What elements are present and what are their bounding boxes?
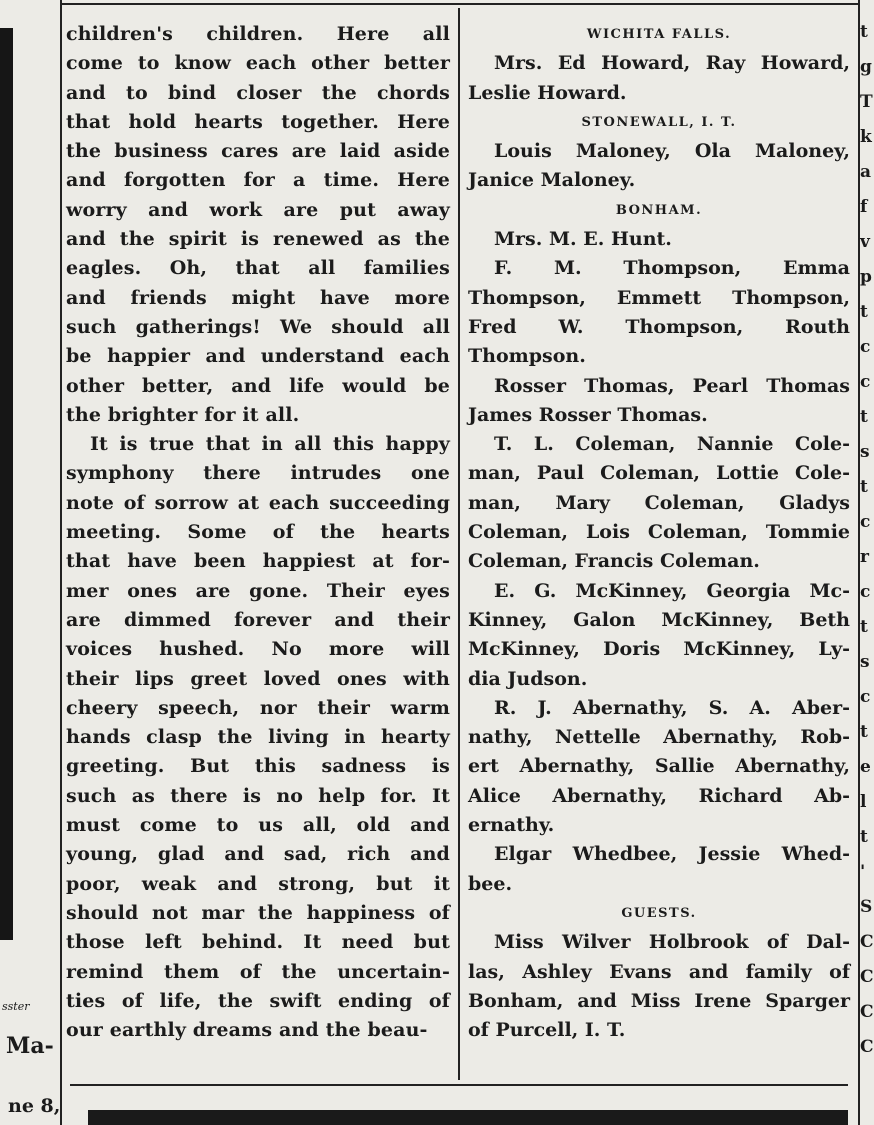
photo-caption-fragment: sster xyxy=(2,1000,30,1013)
text-line: nathy, Nettelle Abernathy, Rob- xyxy=(468,726,850,749)
right-edge-letter: C xyxy=(860,967,874,987)
left-date-fragment: ne 8, xyxy=(8,1095,61,1117)
article-column-1 xyxy=(66,20,450,1045)
right-edge-letter: c xyxy=(860,512,871,532)
text-line: Leslie Howard. xyxy=(468,81,627,104)
whedbee-family xyxy=(468,840,850,899)
right-edge-letter: C xyxy=(860,932,874,952)
text-line: Coleman, Francis Coleman. xyxy=(468,550,760,573)
text-line: and friends might have more xyxy=(66,286,450,309)
right-edge-letter: k xyxy=(860,127,872,147)
thomas-family xyxy=(468,372,850,431)
heading-stonewall: STONEWALL, I. T. xyxy=(581,114,737,130)
text-line: Alice Abernathy, Richard Ab- xyxy=(468,784,850,807)
heading-bonham: BONHAM. xyxy=(615,202,703,218)
right-edge-letter: C xyxy=(860,1037,874,1057)
text-line: ties of life, the swift ending of xyxy=(66,989,450,1012)
right-edge-letter: c xyxy=(860,372,871,392)
right-edge-letter: e xyxy=(860,757,871,777)
text-line: Bonham, and Miss Irene Sparger xyxy=(468,989,850,1012)
text-line: ernathy. xyxy=(468,814,555,837)
text-line: and the spirit is renewed as the xyxy=(66,228,450,251)
text-line: children's children. Here all xyxy=(66,23,450,45)
left-text-fragment: Ma- xyxy=(6,1033,54,1059)
text-line: must come to us all, old and xyxy=(66,814,450,837)
text-line: such gatherings! We should all xyxy=(66,315,450,338)
right-edge-letter: ' xyxy=(860,862,866,882)
right-column-edge xyxy=(860,0,872,1125)
text-line: Rosser Thomas, Pearl Thomas xyxy=(494,374,850,397)
right-edge-letter: p xyxy=(860,267,872,287)
text-line: hands clasp the living in hearty xyxy=(66,726,450,749)
stonewall-names xyxy=(468,137,850,196)
next-article-header-edge xyxy=(88,1110,848,1125)
heading-guests: GUESTS. xyxy=(621,905,697,921)
right-edge-letter: C xyxy=(860,1002,874,1022)
text-line: poor, weak and strong, but it xyxy=(66,872,450,895)
heading-wichita-falls: WICHITA FALLS. xyxy=(586,27,732,42)
guests-names xyxy=(468,928,850,1045)
text-line: James Rosser Thomas. xyxy=(468,403,708,426)
text-line: note of sorrow at each succeeding xyxy=(66,491,450,514)
right-edge-letter: t xyxy=(860,477,868,497)
text-line: the brighter for it all. xyxy=(66,403,300,426)
text-line: remind them of the uncertain- xyxy=(66,960,450,983)
right-edge-letter: c xyxy=(860,337,871,357)
text-line: E. G. McKinney, Georgia Mc- xyxy=(494,579,850,602)
text-line: Kinney, Galon McKinney, Beth xyxy=(468,608,850,631)
text-line: worry and work are put away xyxy=(66,198,450,221)
right-edge-letter: s xyxy=(860,652,870,672)
right-edge-letter: T xyxy=(860,92,873,112)
bottom-rule xyxy=(70,1084,848,1086)
right-edge-letter: t xyxy=(860,827,868,847)
right-edge-letter: t xyxy=(860,407,868,427)
text-line: young, glad and sad, rich and xyxy=(66,843,450,866)
right-edge-letter: r xyxy=(860,547,869,567)
wichita-falls-names xyxy=(468,49,850,108)
text-line: Fred W. Thompson, Routh xyxy=(468,315,850,338)
right-edge-letter: l xyxy=(860,792,867,812)
text-line: such as there is no help for. It xyxy=(66,784,450,807)
text-line: other better, and life would be xyxy=(66,374,450,397)
text-line: our earthly dreams and the beau- xyxy=(66,1019,428,1042)
text-line: meeting. Some of the hearts xyxy=(66,521,450,544)
text-line: It is true that in all this happy xyxy=(90,433,450,456)
text-line: are dimmed forever and their xyxy=(66,608,450,631)
text-line: their lips greet loved ones with xyxy=(66,667,450,690)
text-line: Mrs. Ed Howard, Ray Howard, xyxy=(494,52,850,75)
text-line: mer ones are gone. Their eyes xyxy=(66,579,450,602)
text-line: greeting. But this sadness is xyxy=(66,755,450,778)
text-line: F. M. Thompson, Emma xyxy=(494,257,850,280)
text-line: and to bind closer the chords xyxy=(66,81,450,104)
text-line: McKinney, Doris McKinney, Ly- xyxy=(468,638,850,661)
text-line: of Purcell, I. T. xyxy=(468,1019,626,1042)
text-line: come to know each other better xyxy=(66,52,450,75)
right-edge-letter: a xyxy=(860,162,872,182)
text-line: should not mar the happiness of xyxy=(66,901,450,924)
right-edge-letter: S xyxy=(860,897,873,917)
text-line: that hold hearts together. Here xyxy=(66,110,450,133)
column-rule-left xyxy=(60,0,62,1125)
text-line: Elgar Whedbee, Jessie Whed- xyxy=(494,843,850,866)
left-photo-edge xyxy=(0,28,13,940)
abernathy-family xyxy=(468,694,850,840)
hunt-entry: Mrs. M. E. Hunt. xyxy=(494,228,672,251)
right-edge-letter: c xyxy=(860,687,871,707)
paragraph-family-gatherings xyxy=(66,20,450,430)
right-edge-letter: v xyxy=(860,232,870,252)
right-edge-letter: t xyxy=(860,722,868,742)
text-line: dia Judson. xyxy=(468,667,588,690)
text-line: Thompson. xyxy=(468,345,586,368)
text-line: and forgotten for a time. Here xyxy=(66,169,450,192)
text-line: Janice Maloney. xyxy=(468,169,636,192)
text-line: symphony there intrudes one xyxy=(66,462,450,485)
text-line: Miss Wilver Holbrook of Dal- xyxy=(494,931,850,954)
attendee-list-column xyxy=(468,20,850,1045)
right-edge-letter: t xyxy=(860,617,868,637)
right-edge-letter: s xyxy=(860,442,870,462)
column-rule-middle xyxy=(458,8,460,1080)
text-line: eagles. Oh, that all families xyxy=(66,257,450,280)
paragraph-sorrow xyxy=(66,430,450,1045)
text-line: Thompson, Emmett Thompson, xyxy=(468,286,850,309)
mckinney-family xyxy=(468,577,850,694)
right-edge-letter: f xyxy=(860,197,868,217)
top-rule xyxy=(60,3,860,5)
text-line: cheery speech, nor their warm xyxy=(66,696,450,719)
text-line: ert Abernathy, Sallie Abernathy, xyxy=(468,755,850,778)
text-line: those left behind. It need but xyxy=(66,931,450,954)
text-line: man, Mary Coleman, Gladys xyxy=(468,491,850,514)
text-line: Coleman, Lois Coleman, Tommie xyxy=(468,521,850,544)
right-edge-letter: t xyxy=(860,302,868,322)
text-line: man, Paul Coleman, Lottie Cole- xyxy=(468,462,850,485)
text-line: voices hushed. No more will xyxy=(66,638,450,661)
text-line: be happier and understand each xyxy=(66,345,450,368)
thompson-family xyxy=(468,254,850,371)
text-line: Louis Maloney, Ola Maloney, xyxy=(494,140,850,163)
right-edge-letter: c xyxy=(860,582,871,602)
text-line: T. L. Coleman, Nannie Cole- xyxy=(494,433,850,456)
right-edge-letter: g xyxy=(860,57,872,77)
text-line: las, Ashley Evans and family of xyxy=(468,960,850,983)
coleman-family xyxy=(468,430,850,576)
text-line: that have been happiest at for- xyxy=(66,550,450,573)
text-line: R. J. Abernathy, S. A. Aber- xyxy=(494,696,850,719)
right-edge-letter: t xyxy=(860,22,868,42)
left-column-edge xyxy=(0,0,60,1125)
text-line: bee. xyxy=(468,872,513,895)
text-line: the business cares are laid aside xyxy=(66,140,450,163)
